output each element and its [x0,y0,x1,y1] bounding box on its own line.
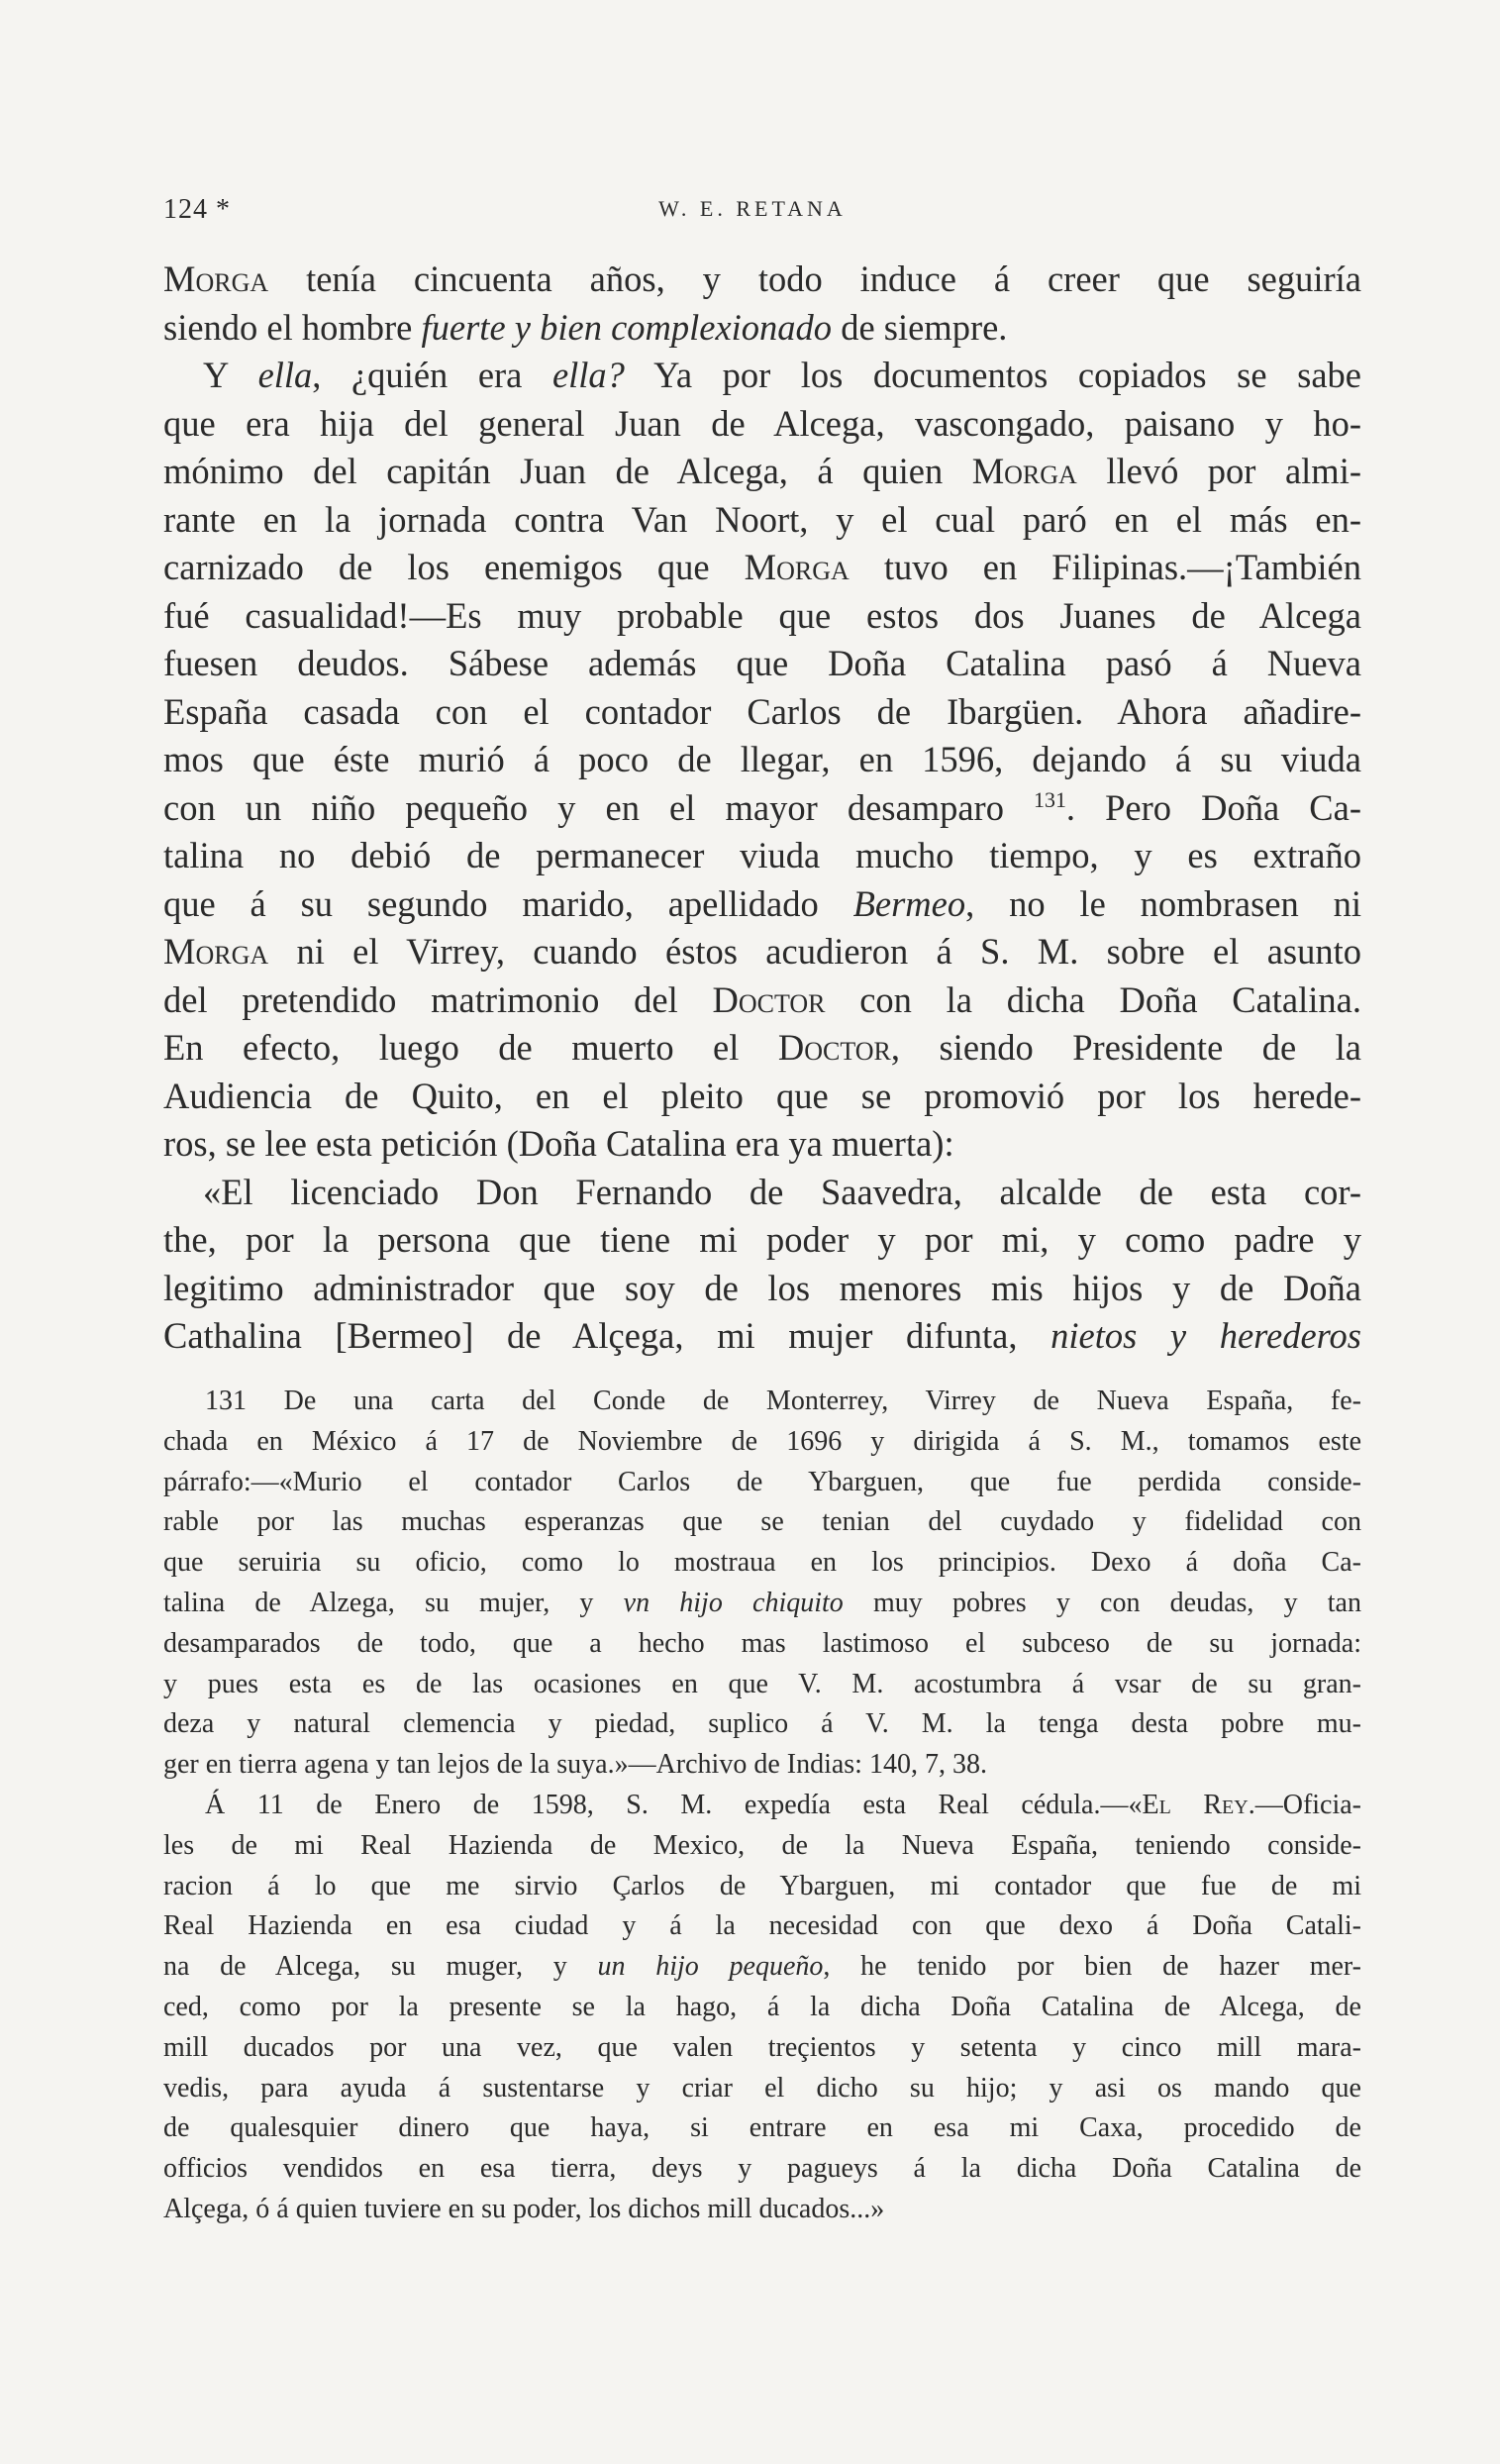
text-run: Morga [163,258,269,299]
text-line [163,1120,1361,1169]
text-run: que era hija del general Juan de Alcega, vascongado, paisano y ho- [163,402,1361,444]
text-run: Doctor [777,1027,891,1068]
text-line [163,592,1361,641]
text-run: legitimo administrador que soy de los menores mis hijos y de Doña [163,1267,1361,1308]
text-run: fué casualidad!—Es muy probable que estos dos Juanes de Alcega [163,594,1361,636]
text-run: Doctor [712,978,826,1020]
footnote-line [163,2149,1361,2190]
text-line [163,400,1361,449]
text-line [163,928,1361,976]
text-line [163,880,1361,929]
text-run: ni el Virrey, cuando éstos acudieron á S. M. sobre el asunto [268,931,1361,972]
text-run: carnizado de los enemigos que [163,547,745,587]
footnote-line [163,2108,1361,2149]
text-run: na de Alcega, su muger, y [163,1951,598,1983]
text-run: Alçega, ó á quien tuviere en su poder, los dichos mill ducados...» [163,2193,885,2224]
footnote-line [163,1988,1361,2028]
running-header [163,194,1342,230]
text-run: ella [257,355,313,395]
footnote-block [163,1382,1361,2230]
footnote-line [163,1867,1361,1907]
text-run: con la dicha Doña Catalina. [825,978,1361,1020]
text-run: mónimo del capitán Juan de Alcega, á quien [163,451,972,491]
text-run: vn hijo chiquito [623,1587,844,1618]
text-run: racion á lo que me sirvio Çarlos de Ybarguen, mi contador que fue de mi [163,1870,1361,1901]
text-run: .—Oficia- [1248,1789,1362,1820]
main-text [163,256,1361,1361]
text-run: de siempre. [832,306,1008,348]
text-line [163,352,1361,400]
text-run: un hijo pequeño [597,1951,824,1983]
text-run: párrafo:—«Murio el contador Carlos de Ybarguen, que fue perdida conside- [163,1466,1361,1497]
text-line [163,1024,1361,1073]
text-run: talina no debió de permanecer viuda mucho tiempo, y es extraño [163,835,1361,875]
text-run: En efecto, luego de muerto el [163,1027,778,1068]
text-run: tuvo en Filipinas.—¡También [849,547,1361,587]
footnote-line [163,1906,1361,1947]
text-run: rable por las muchas esperanzas que se tenian del cuydado y fidelidad con [163,1506,1361,1538]
text-run: llevó por almi- [1076,451,1361,491]
text-run: muy pobres y con deudas, y tan [843,1587,1361,1618]
text-run: con un niño pequeño y en el mayor desamparo [163,786,1035,828]
text-run: , no le nombrasen ni [965,882,1362,924]
footnote-line [163,1826,1361,1867]
footnote-line [163,1422,1361,1463]
text-run: mos que éste murió á poco de llegar, en 1596, dejando á su viuda [163,739,1361,779]
text-run: «El licenciado Don Fernando de Saavedra, alcalde de esta cor- [203,1171,1361,1212]
footnote-line [163,1502,1361,1543]
text-run: desamparados de todo, que a hecho mas lastimoso el subceso de su jornada: [163,1627,1361,1659]
text-run: chada en México á 17 de Noviembre de 1696 y dirigida á S. M., tomamos este [163,1425,1361,1457]
text-line [163,448,1361,496]
text-run: , ¿quién era [312,355,552,395]
text-line [163,640,1361,688]
text-run: España casada con el contador Carlos de Ibargüen. Ahora añadire- [163,690,1361,732]
footnote-line [163,1704,1361,1745]
text-run: nietos y herederos [1050,1315,1361,1356]
footnote-line [163,1665,1361,1705]
text-run: talina de Alzega, su mujer, y [163,1587,624,1618]
text-run: rante en la jornada contra Van Noort, y el cual paró en el más en- [163,498,1361,540]
text-run: mill ducados por una vez, que valen treçientos y setenta y cinco mill mara- [163,2031,1361,2063]
text-run: les de mi Real Hazienda de Mexico, de la Nueva España, teniendo conside- [163,1829,1361,1861]
footnote-line [163,1543,1361,1584]
text-run: 131 De una carta del Conde de Monterrey, Virrey de Nueva España, fe- [205,1386,1361,1416]
text-run: ros, se lee esta petición (Doña Catalina era ya muerta): [163,1123,954,1164]
text-run: Á 11 de Enero de 1598, S. M. expedía esta Real cédula.—« [205,1789,1143,1820]
footnote-line [163,1786,1361,1826]
text-line [163,544,1361,592]
text-line [163,1216,1361,1265]
text-run: Cathalina [Bermeo] de Alçega, mi mujer difunta, [163,1315,1051,1356]
footnote-line [163,1463,1361,1503]
text-line [163,304,1361,353]
footnote-ref: 131 [1034,786,1066,812]
text-run: Audiencia de Quito, en el pleito que se promovió por los herede- [163,1075,1361,1116]
text-line [163,1169,1361,1217]
text-run: Morga [163,931,269,972]
text-line [163,976,1361,1025]
text-run: que á su segundo marido, apellidado [163,882,853,924]
text-run: officios vendidos en esa tierra, deys y pagueys á la dicha Doña Catalina de [163,2153,1361,2185]
text-run: que seruiria su oficio, como lo mostraua en los principios. Dexo á doña Ca- [163,1547,1361,1579]
text-run: Morga [744,547,850,587]
text-run: vedis, para ayuda á sustentarse y criar el dicho su hijo; y asi os mando que [163,2072,1361,2104]
footnote-line [163,1947,1361,1988]
footnote-line [163,1624,1361,1665]
page-number: 124 * [163,194,231,225]
text-line [163,784,1361,833]
text-run: ella? [551,355,625,395]
text-run: Morga [971,451,1077,491]
footnote-line [163,1745,1361,1786]
footnote-line [163,1382,1361,1422]
text-line [163,1265,1361,1313]
text-run: El Rey [1142,1789,1249,1820]
text-run: , he tenido por bien de hazer mer- [823,1951,1361,1983]
text-run: tenía cincuenta años, y todo induce á creer que seguiría [268,258,1361,299]
text-run: fuerte y bien complexionado [421,306,833,348]
footnote-line [163,2028,1361,2069]
text-line [163,1312,1361,1361]
text-run: Real Hazienda en esa ciudad y á la necesidad con que dexo á Doña Catali- [163,1910,1361,1942]
text-line [163,832,1361,880]
text-line [163,688,1361,737]
text-run: siendo el hombre [163,306,422,348]
text-line [163,736,1361,784]
footnote-line [163,2190,1361,2230]
text-run: Y [203,355,258,395]
running-title: W. E. RETANA [658,196,847,221]
footnote-line [163,1584,1361,1624]
footnote-line [163,2069,1361,2109]
text-run: de qualesquier dinero que haya, si entrare en esa mi Caxa, procedido de [163,2112,1361,2144]
text-run: fuesen deudos. Sábese además que Doña Catalina pasó á Nueva [163,643,1361,683]
text-line [163,256,1361,304]
text-run: Bermeo [852,882,966,924]
text-line [163,1073,1361,1121]
text-run: , siendo Presidente de la [890,1027,1361,1068]
text-line [163,496,1361,545]
text-run: the, por la persona que tiene mi poder y por mi, y como padre y [163,1219,1361,1260]
text-run: ger en tierra agena y tan lejos de la suya.»—Archivo de Indias: 140, 7, 38. [163,1749,987,1781]
text-run: deza y natural clemencia y piedad, suplico á V. M. la tenga desta pobre mu- [163,1708,1361,1740]
text-run: Ya por los documentos copiados se sabe [624,355,1361,395]
text-run: ced, como por la presente se la hago, á la dicha Doña Catalina de Alcega, de [163,1991,1361,2022]
text-run: y pues esta es de las ocasiones en que V. M. acostumbra á vsar de su gran- [163,1668,1361,1699]
text-run: del pretendido matrimonio del [163,978,713,1020]
text-run: . Pero Doña Ca- [1065,786,1361,828]
